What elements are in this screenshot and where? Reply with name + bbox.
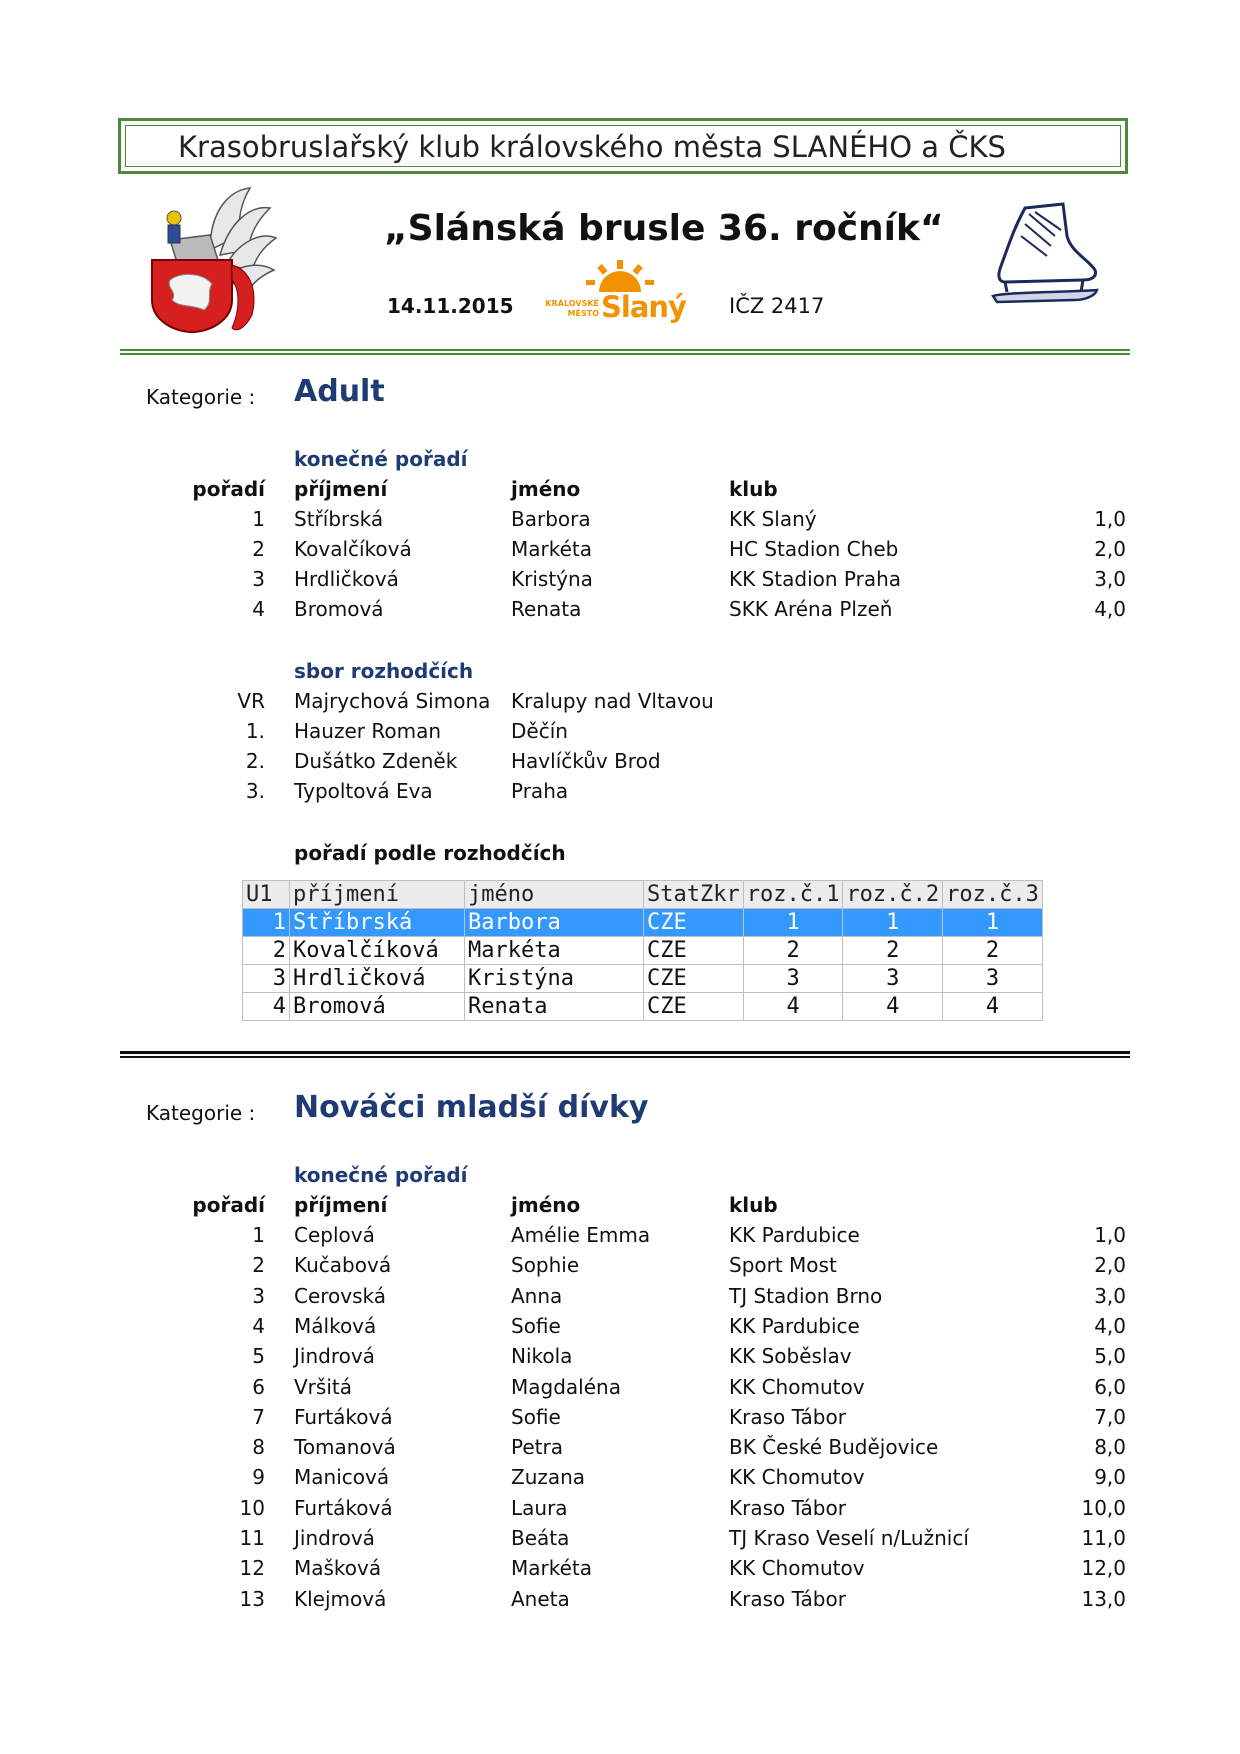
coat-of-arms-icon: [140, 180, 280, 335]
result-row: [0, 1223, 1240, 1253]
result-surname: Cerovská: [294, 1283, 387, 1308]
grid-cell[interactable]: 3: [243, 965, 290, 993]
judge-city: Kralupy nad Vltavou: [511, 689, 714, 713]
result-row: [0, 1465, 1240, 1495]
grid-cell[interactable]: CZE: [644, 993, 744, 1021]
result-surname: Mašková: [294, 1556, 382, 1581]
result-score: 3,0: [1094, 1283, 1126, 1308]
results-title: konečné pořadí: [294, 447, 468, 471]
grid-cell[interactable]: CZE: [644, 965, 744, 993]
event-date: 14.11.2015: [387, 294, 514, 318]
grid-cell[interactable]: CZE: [644, 937, 744, 965]
result-rank: 3: [252, 1283, 265, 1308]
result-score: 1,0: [1094, 507, 1126, 531]
slany-logo-bottom-text: MĚSTO: [567, 309, 599, 318]
result-row: [0, 1587, 1240, 1617]
result-firstname: Sophie: [511, 1253, 580, 1278]
col-club: klub: [729, 1193, 778, 1217]
header-divider: [120, 349, 1130, 355]
grid-cell[interactable]: CZE: [644, 909, 744, 937]
grid-col-judge2[interactable]: roz.č.2: [843, 881, 943, 909]
result-score: 6,0: [1094, 1374, 1126, 1399]
result-firstname: Sofie: [511, 1313, 561, 1338]
result-club: Kraso Tábor: [729, 1586, 846, 1611]
grid-row[interactable]: [243, 993, 1043, 1021]
grid-cell[interactable]: Renata: [465, 993, 644, 1021]
result-surname: Jindrová: [294, 1344, 375, 1369]
result-firstname: Sofie: [511, 1404, 561, 1429]
grid-cell[interactable]: 3: [843, 965, 943, 993]
result-club: TJ Kraso Veselí n/Lužnicí: [729, 1526, 969, 1550]
result-score: 7,0: [1094, 1404, 1126, 1429]
result-rank: 8: [252, 1435, 265, 1460]
result-rank: 6: [252, 1374, 265, 1399]
col-rank: pořadí: [192, 1193, 265, 1217]
result-score: 4,0: [1094, 1313, 1126, 1338]
grid-cell[interactable]: 4: [243, 993, 290, 1021]
grid-col-firstname[interactable]: jméno: [465, 881, 644, 909]
result-firstname: Anna: [511, 1283, 563, 1308]
judge-city: Havlíčkův Brod: [511, 749, 661, 773]
result-club: Sport Most: [729, 1253, 837, 1278]
grid-col-statzkr[interactable]: StatZkr: [644, 881, 744, 909]
judge-role: 3.: [245, 779, 265, 803]
grid-cell[interactable]: 4: [943, 993, 1043, 1021]
grid-col-judge1[interactable]: roz.č.1: [743, 881, 843, 909]
grid-cell[interactable]: 4: [743, 993, 843, 1021]
result-surname: Kovalčíková: [294, 537, 412, 561]
judges-title: sbor rozhodčích: [294, 659, 474, 683]
result-surname: Klejmová: [294, 1586, 387, 1611]
grid-cell[interactable]: Hrdličková: [290, 965, 465, 993]
result-rank: 10: [239, 1495, 265, 1520]
result-rank: 3: [252, 567, 265, 591]
result-score: 13,0: [1081, 1586, 1126, 1611]
result-rank: 4: [252, 1313, 265, 1338]
result-firstname: Zuzana: [511, 1465, 586, 1490]
col-club: klub: [729, 477, 778, 501]
result-firstname: Beáta: [511, 1526, 570, 1550]
judge-row: [0, 689, 1240, 719]
judge-name: Typoltová Eva: [294, 779, 433, 803]
grid-cell[interactable]: 1: [843, 909, 943, 937]
result-firstname: Markéta: [511, 537, 593, 561]
col-firstname: jméno: [511, 477, 581, 501]
sun-icon: [585, 260, 655, 294]
result-club: SKK Aréna Plzeň: [729, 597, 893, 621]
judge-ranking-title: pořadí podle rozhodčích: [294, 841, 566, 865]
result-club: KK Slaný: [729, 507, 817, 531]
result-rank: 1: [252, 507, 265, 531]
result-firstname: Kristýna: [511, 567, 593, 591]
result-firstname: Laura: [511, 1495, 568, 1520]
result-row: [0, 1284, 1240, 1314]
result-score: 12,0: [1081, 1556, 1126, 1581]
result-surname: Furtáková: [294, 1404, 393, 1429]
grid-cell[interactable]: Stříbrská: [290, 909, 465, 937]
slany-logo-top-text: KRÁLOVSKÉ: [545, 299, 599, 308]
result-score: 11,0: [1081, 1526, 1126, 1550]
col-surname: příjmení: [294, 477, 388, 501]
event-icz: IČZ 2417: [729, 294, 825, 318]
result-club: TJ Stadion Brno: [729, 1283, 883, 1308]
grid-cell[interactable]: 1: [943, 909, 1043, 937]
judge-name: Hauzer Roman: [294, 719, 442, 743]
result-club: KK Soběslav: [729, 1344, 852, 1369]
result-row: [0, 507, 1240, 537]
judge-city: Děčín: [511, 719, 568, 743]
ice-skate-icon: [985, 200, 1105, 310]
result-firstname: Aneta: [511, 1586, 570, 1611]
result-firstname: Amélie Emma: [511, 1223, 651, 1247]
grid-cell[interactable]: Bromová: [290, 993, 465, 1021]
result-surname: Bromová: [294, 597, 384, 621]
grid-cell[interactable]: 2: [243, 937, 290, 965]
result-club: KK Chomutov: [729, 1465, 865, 1490]
col-rank: pořadí: [192, 477, 265, 501]
result-firstname: Barbora: [511, 507, 591, 531]
result-row: [0, 1435, 1240, 1465]
grid-cell[interactable]: 1: [743, 909, 843, 937]
result-rank: 9: [252, 1465, 265, 1490]
result-score: 2,0: [1094, 537, 1126, 561]
result-row: [0, 1556, 1240, 1586]
result-rank: 4: [252, 597, 265, 621]
grid-cell[interactable]: Barbora: [465, 909, 644, 937]
result-surname: Stříbrská: [294, 507, 384, 531]
category-name: Nováčci mladší dívky: [294, 1090, 649, 1125]
grid-cell[interactable]: Kovalčíková: [290, 937, 465, 965]
grid-cell[interactable]: Markéta: [465, 937, 644, 965]
result-score: 3,0: [1094, 567, 1126, 591]
result-club: HC Stadion Cheb: [729, 537, 899, 561]
result-row: [0, 567, 1240, 597]
grid-row-selected[interactable]: [243, 909, 1043, 937]
result-rank: 5: [252, 1344, 265, 1369]
results-header: [0, 477, 1240, 507]
result-club: KK Chomutov: [729, 1374, 865, 1399]
result-surname: Kučabová: [294, 1253, 392, 1278]
result-rank: 7: [252, 1404, 265, 1429]
judge-role: 1.: [245, 719, 265, 743]
result-score: 4,0: [1094, 597, 1126, 621]
grid-cell[interactable]: 1: [243, 909, 290, 937]
grid-cell[interactable]: 2: [743, 937, 843, 965]
judge-name: Dušátko Zdeněk: [294, 749, 458, 773]
category-label: Kategorie :: [146, 1101, 256, 1125]
grid-col-surname[interactable]: příjmení: [290, 881, 465, 909]
judge-city: Praha: [511, 779, 569, 803]
judge-row: [0, 749, 1240, 779]
grid-cell[interactable]: 3: [943, 965, 1043, 993]
result-surname: Hrdličková: [294, 567, 399, 591]
grid-header-row: [243, 881, 1043, 909]
slany-logo-name: Slaný: [601, 290, 686, 324]
result-firstname: Petra: [511, 1435, 563, 1460]
event-title: „Slánská brusle 36. ročník“: [384, 208, 944, 249]
grid-cell[interactable]: Kristýna: [465, 965, 644, 993]
result-club: Kraso Tábor: [729, 1495, 846, 1520]
grid-cell[interactable]: 4: [843, 993, 943, 1021]
grid-cell[interactable]: 2: [843, 937, 943, 965]
result-row: [0, 1526, 1240, 1556]
result-firstname: Renata: [511, 597, 582, 621]
result-row: [0, 1405, 1240, 1435]
result-score: 2,0: [1094, 1253, 1126, 1278]
slany-logo: [543, 260, 686, 330]
category-divider: [120, 1051, 1130, 1058]
result-row: [0, 1253, 1240, 1283]
result-row: [0, 1314, 1240, 1344]
result-row: [0, 1344, 1240, 1374]
result-surname: Ceplová: [294, 1223, 375, 1247]
result-surname: Tomanová: [294, 1435, 396, 1460]
result-surname: Manicová: [294, 1465, 390, 1490]
results-title: konečné pořadí: [294, 1163, 468, 1187]
result-score: 5,0: [1094, 1344, 1126, 1369]
result-rank: 2: [252, 1253, 265, 1278]
result-surname: Vršitá: [294, 1374, 352, 1399]
result-club: Kraso Tábor: [729, 1404, 846, 1429]
result-rank: 11: [239, 1526, 265, 1550]
grid-row[interactable]: [243, 965, 1043, 993]
judge-role: VR: [237, 689, 265, 713]
result-club: KK Stadion Praha: [729, 567, 902, 591]
result-rank: 1: [252, 1223, 265, 1247]
result-score: 8,0: [1094, 1435, 1126, 1460]
club-title: Krasobruslařský klub královského města SLANÉHO a ČKS: [178, 130, 1006, 164]
result-club: KK Pardubice: [729, 1223, 860, 1247]
result-row: [0, 1496, 1240, 1526]
result-club: KK Chomutov: [729, 1556, 865, 1581]
grid-cell[interactable]: 3: [743, 965, 843, 993]
result-firstname: Markéta: [511, 1556, 593, 1581]
result-row: [0, 537, 1240, 567]
judge-name: Majrychová Simona: [294, 689, 491, 713]
result-firstname: Magdaléna: [511, 1374, 621, 1399]
grid-col-judge3[interactable]: roz.č.3: [943, 881, 1043, 909]
category-label: Kategorie :: [146, 385, 256, 409]
result-firstname: Nikola: [511, 1344, 573, 1369]
result-surname: Furtáková: [294, 1495, 393, 1520]
result-club: KK Pardubice: [729, 1313, 860, 1338]
result-row: [0, 597, 1240, 627]
judge-row: [0, 719, 1240, 749]
grid-col-u1[interactable]: U1: [243, 881, 290, 909]
results-header: [0, 1193, 1240, 1223]
result-score: 10,0: [1081, 1495, 1126, 1520]
result-club: BK České Budějovice: [729, 1435, 939, 1460]
result-rank: 2: [252, 537, 265, 561]
result-row: [0, 1375, 1240, 1405]
result-score: 9,0: [1094, 1465, 1126, 1490]
grid-cell[interactable]: 2: [943, 937, 1043, 965]
judge-row: [0, 779, 1240, 809]
result-score: 1,0: [1094, 1223, 1126, 1247]
result-rank: 13: [239, 1586, 265, 1611]
result-surname: Málková: [294, 1313, 377, 1338]
col-surname: příjmení: [294, 1193, 388, 1217]
category-name: Adult: [294, 374, 385, 409]
result-rank: 12: [239, 1556, 265, 1581]
judge-role: 2.: [245, 749, 265, 773]
grid-row[interactable]: [243, 937, 1043, 965]
judge-ranking-grid[interactable]: [242, 880, 1043, 1021]
result-surname: Jindrová: [294, 1526, 375, 1550]
col-firstname: jméno: [511, 1193, 581, 1217]
